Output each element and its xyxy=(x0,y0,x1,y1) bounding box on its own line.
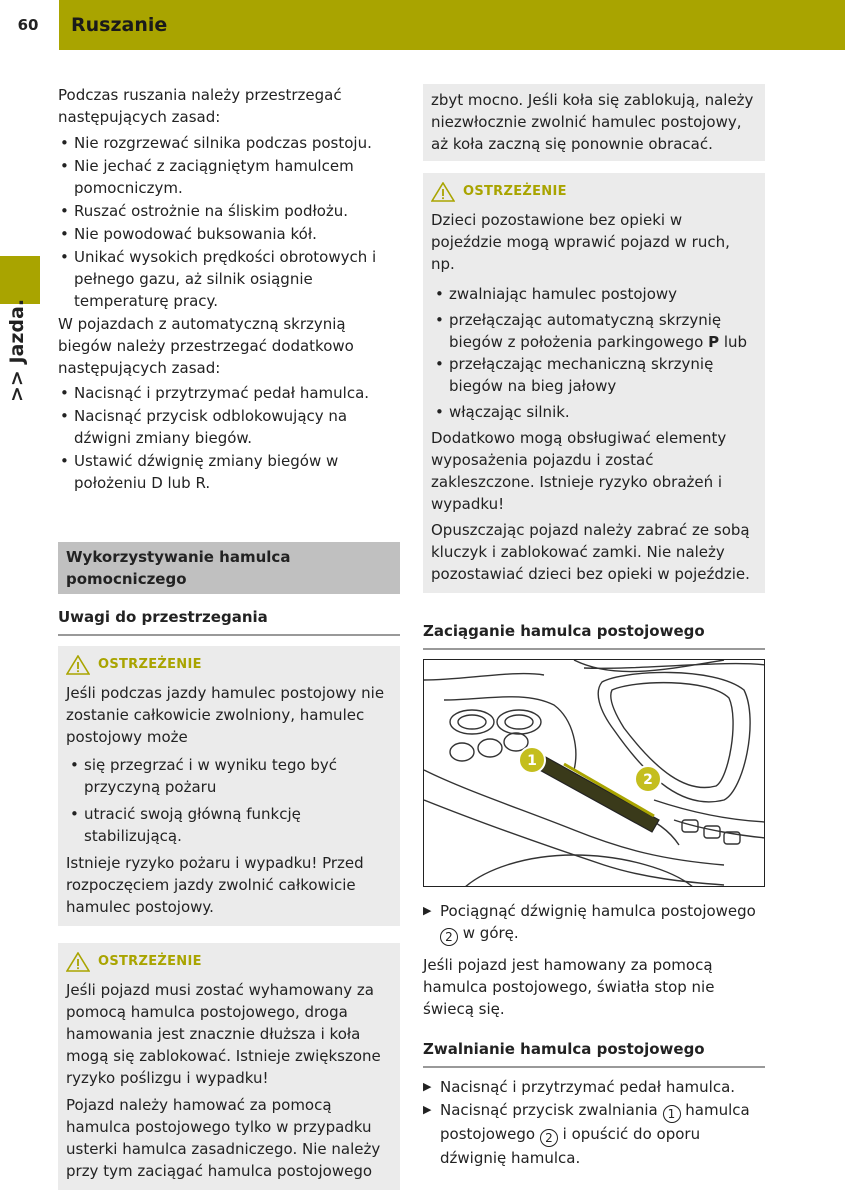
list-item: • Unikać wysokich prędkości obrotowych i pełnego gazu, aż silnik osiągnie temperaturę pracy. xyxy=(58,246,400,312)
notes-heading: Uwagi do przestrzegania xyxy=(58,606,400,636)
warning-box xyxy=(58,943,400,1190)
chapter-tab-label: >> Jazda. xyxy=(6,298,28,402)
warning-text: zbyt mocno. Jeśli koła się zablokują, należy niezwłocznie zwolnić hamulec postojowy, aż koła zaczną się ponownie obracać. xyxy=(431,91,754,153)
list-item: • przełączając mechaniczną skrzynię biegów na bieg jałowy xyxy=(431,353,756,397)
section-heading: Wykorzystywanie hamulca pomocniczego xyxy=(58,542,400,594)
apply-note: Jeśli pojazd jest hamowany za pomocą hamulca postojowego, światła stop nie świecą się. xyxy=(423,956,715,1018)
parking-brake-illustration xyxy=(423,659,765,887)
auto-intro-text: W pojazdach z automatyczną skrzynią biegów należy przestrzegać dodatkowo następujących zasad: xyxy=(58,315,354,377)
step-text: hamulca postojowego xyxy=(440,1101,750,1143)
callout-2-label: 2 xyxy=(643,772,653,788)
warning-triangle-icon xyxy=(66,952,90,972)
list-item: • Nacisnąć przycisk odblokowujący na dźwigni zmiany biegów. xyxy=(58,405,400,449)
list-item-text: przełączając automatyczną skrzynię biegów z położenia parkingowego xyxy=(449,311,722,351)
callout-1 xyxy=(519,747,545,773)
park-position-letter: P xyxy=(708,333,720,351)
page-title: Ruszanie xyxy=(59,0,845,50)
warning-outro: Istnieje ryzyko pożaru i wypadku! Przed rozpoczęciem jazdy zwolnić całkowicie hamulec postojowy. xyxy=(66,854,364,916)
list-item: • się przegrzać i w wyniku tego być przyczyną pożaru xyxy=(66,754,391,798)
warning-text: Jeśli pojazd musi zostać wyhamowany za pomocą hamulca postojowego, droga hamowania jest znacznie dłuższa i koła mogą się zablokować. Istnieje zwiększone ryzyko poślizgu i wypadku! xyxy=(66,981,381,1087)
warning-box xyxy=(58,646,400,926)
callout-2 xyxy=(635,766,661,792)
list-item: • zwalniając hamulec postojowy xyxy=(431,283,756,305)
intro-text: Podczas ruszania należy przestrzegać następujących zasad: xyxy=(58,86,342,126)
warning-text: Dodatkowo mogą obsługiwać elementy wyposażenia pojazdu i zostać zakleszczone. Istnieje ryzyko obrażeń i wypadku! xyxy=(431,429,727,513)
step-text: i opuścić do oporu dźwignię hamulca. xyxy=(440,1125,701,1167)
warning-title-text: OSTRZEŻENIE xyxy=(98,657,202,672)
chapter-tab-marker xyxy=(0,256,40,304)
warning-list xyxy=(431,283,756,423)
right-column xyxy=(423,84,765,1169)
ref-number: 2 xyxy=(540,1129,558,1147)
rules-list xyxy=(58,132,400,312)
warning-title xyxy=(431,181,756,203)
warning-title-text: OSTRZEŻENIE xyxy=(463,184,567,199)
release-heading: Zwalnianie hamulca postojowego xyxy=(423,1038,765,1068)
warning-intro: Dzieci pozostawione bez opieki w pojeździe mogą wprawić pojazd w ruch, np. xyxy=(431,211,730,273)
callout-1-label: 1 xyxy=(527,753,537,769)
left-column xyxy=(58,84,400,1190)
auto-rules-list xyxy=(58,382,400,494)
release-steps xyxy=(423,1076,765,1169)
page-header xyxy=(0,0,845,50)
list-item: • Nie jechać z zaciągniętym hamulcem pomocniczym. xyxy=(58,155,400,199)
warning-title xyxy=(66,654,391,676)
page-number: 60 xyxy=(0,0,56,50)
apply-heading: Zaciąganie hamulca postojowego xyxy=(423,620,765,650)
step-text: Nacisnąć przycisk zwalniania xyxy=(440,1101,658,1119)
list-item: • utracić swoją główną funkcję stabilizującą. xyxy=(66,803,391,847)
warning-list xyxy=(66,754,391,847)
warning-box xyxy=(423,173,765,593)
step-text: Pociągnąć dźwignię hamulca postojowego xyxy=(440,902,756,920)
warning-continuation xyxy=(423,84,765,161)
ref-number: 2 xyxy=(440,928,458,946)
list-item xyxy=(431,309,756,353)
warning-intro: Jeśli podczas jazdy hamulec postojowy nie zostanie całkowicie zwolniony, hamulec postojowy może xyxy=(66,684,385,746)
chapter-tab xyxy=(6,298,46,414)
center-console-drawing xyxy=(424,660,765,887)
list-item: • Nie rozgrzewać silnika podczas postoju. xyxy=(58,132,400,154)
warning-text: Opuszczając pojazd należy zabrać ze sobą kluczyk i zablokować zamki. Nie należy pozostawiać dzieci bez opieki w pojeździe. xyxy=(431,521,750,583)
warning-title xyxy=(66,951,391,973)
apply-steps xyxy=(423,900,765,946)
step-text: w górę. xyxy=(458,924,519,942)
warning-triangle-icon xyxy=(66,655,90,675)
list-item: • Ustawić dźwignię zmiany biegów w położeniu D lub R. xyxy=(58,450,400,494)
list-item: • włączając silnik. xyxy=(431,401,756,423)
list-item-text: lub xyxy=(719,333,748,351)
ref-number: 1 xyxy=(663,1105,681,1123)
step-item xyxy=(423,900,765,946)
step-item: ▶ Nacisnąć i przytrzymać pedał hamulca. xyxy=(423,1076,765,1098)
list-item: • Ruszać ostrożnie na śliskim podłożu. xyxy=(58,200,400,222)
list-item: • Nie powodować buksowania kół. xyxy=(58,223,400,245)
warning-triangle-icon xyxy=(431,182,455,202)
list-item: • Nacisnąć i przytrzymać pedał hamulca. xyxy=(58,382,400,404)
step-item xyxy=(423,1099,765,1169)
warning-text: Pojazd należy hamować za pomocą hamulca postojowego tylko w przypadku usterki hamulca zasadniczego. Nie należy przy tym zaciągać hamulca postojowego xyxy=(66,1096,381,1180)
warning-title-text: OSTRZEŻENIE xyxy=(98,954,202,969)
